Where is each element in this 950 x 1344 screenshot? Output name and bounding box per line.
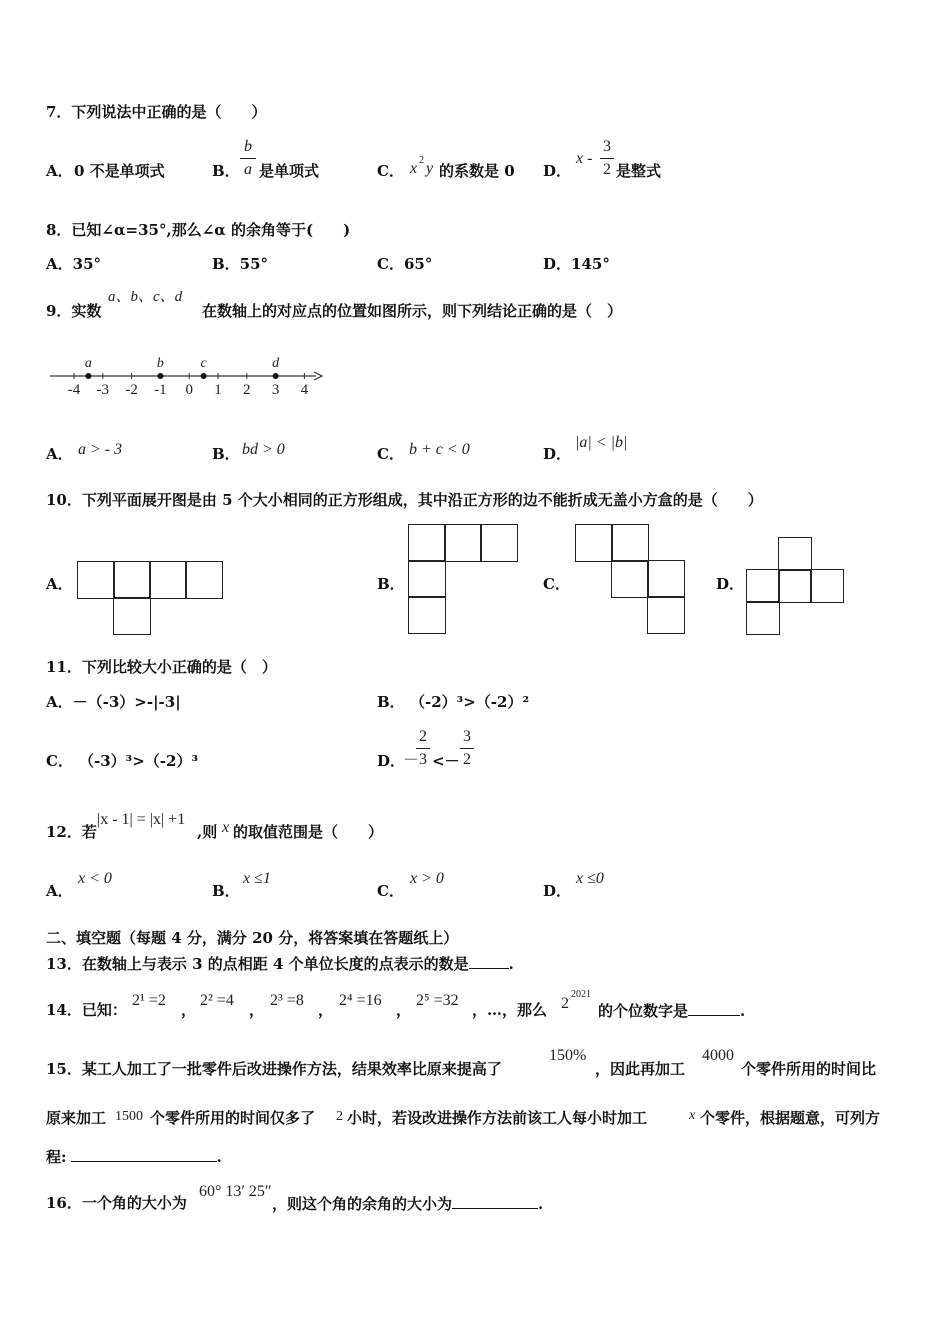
point-label-d: d: [272, 356, 280, 371]
q12-option-d-math: x ≤0: [576, 870, 604, 887]
point-a: [85, 373, 91, 379]
q14-power-1: 2¹ =2: [132, 992, 166, 1009]
q13-text: [46, 954, 514, 973]
net-square: [444, 524, 482, 562]
q14-post: 的个位数字是: [598, 1002, 689, 1020]
q16-suffix: [272, 1194, 543, 1213]
axis-tick-label: -2: [125, 382, 138, 398]
q14-suffix: [598, 1001, 745, 1020]
q7-d-denominator: 2: [603, 161, 611, 178]
q11-d-denominator-1: 3: [419, 751, 427, 768]
q11-stem: 11．下列比较大小正确的是（ ）: [46, 658, 277, 676]
axis-tick-label: 2: [243, 382, 251, 398]
axis-tick-label: 4: [300, 382, 309, 398]
q14-ellipsis: ，…，那么: [472, 1001, 548, 1019]
q14-power-5: 2⁵ =32: [416, 992, 459, 1009]
net-square: [480, 524, 518, 562]
q14-sep-1: ，: [181, 1001, 197, 1019]
q15-line1-post: 个零件所用的时间比: [741, 1060, 877, 1078]
axis-tick-label: 0: [185, 382, 193, 398]
q7-option-c-label: C．: [377, 162, 404, 180]
q14-end: .: [740, 1002, 746, 1020]
q15-line1-pre: 15．某工人加工了一批零件后改进操作方法，结果效率比原来提高了: [46, 1060, 502, 1078]
q12-stem-prefix: 12．若: [46, 823, 97, 841]
q11-d-numerator-2: 3: [460, 728, 474, 749]
q15-end: .: [216, 1148, 222, 1166]
q12-stem-mid: ,则: [197, 823, 218, 841]
q15-line2-post: 个零件，根据题意，可列方: [700, 1109, 881, 1127]
net-square: [778, 569, 812, 603]
q8-option-b: B．55°: [212, 255, 269, 273]
net-square: [113, 597, 151, 635]
net-square: [77, 561, 115, 599]
q11-d-denominator-2: 2: [463, 751, 471, 768]
q8-option-c: C．65°: [377, 255, 433, 273]
q14-big-base: 2: [561, 995, 569, 1012]
net-square: [149, 561, 187, 599]
q7-option-d-label: D．: [543, 162, 572, 180]
q11-option-c-label: C．: [46, 752, 73, 770]
point-b: [157, 373, 163, 379]
q7-stem: 7．下列说法中正确的是（ ）: [46, 103, 267, 121]
q14-sep-3: ，: [318, 1001, 334, 1019]
q14-answer-blank[interactable]: [688, 1001, 740, 1016]
point-c: [201, 373, 207, 379]
q11-option-b-text: （-2）³>（-2）²: [410, 693, 530, 711]
q15-answer-blank[interactable]: [71, 1147, 217, 1162]
q8-option-d: D．145°: [543, 255, 610, 273]
q9-option-c-math: b + c < 0: [409, 441, 470, 458]
q10-option-c-label: C．: [543, 575, 570, 593]
q13-answer-blank[interactable]: [469, 954, 509, 969]
q12-option-a-label: A．: [46, 882, 73, 900]
q7-option-d-math: x -: [576, 150, 593, 167]
q16-answer-blank[interactable]: [452, 1194, 538, 1209]
net-square: [408, 560, 446, 598]
net-square: [810, 569, 844, 603]
axis-tick-label: 3: [271, 382, 280, 398]
q11-option-d-minus: －: [403, 752, 420, 769]
q14-sep-2: ，: [249, 1001, 265, 1019]
q7-option-c-x: x: [410, 160, 418, 177]
q9-option-b-label: B．: [212, 445, 240, 463]
q11-option-d-label: D．: [377, 752, 406, 770]
q11-option-d-fraction-2: [460, 728, 474, 769]
q9-number-line: [44, 346, 334, 402]
axis-tick-label: -4: [67, 382, 81, 398]
net-square: [611, 524, 649, 562]
q7-option-d-fraction: [600, 138, 614, 179]
q9-option-b-math: bd > 0: [242, 441, 285, 458]
q9-variables: a、b、c、d: [108, 289, 183, 305]
q14-power-3: 2³ =8: [270, 992, 304, 1009]
q10-option-a-label: A．: [46, 575, 73, 593]
net-square: [746, 601, 780, 635]
q15-line3-label: 程:: [46, 1148, 67, 1166]
q9-option-c-label: C．: [377, 445, 404, 463]
section-2-title: 二、填空题（每题 4 分，满分 20 分，将答案填在答题纸上）: [46, 929, 459, 947]
q16-prefix: 16．一个角的大小为: [46, 1194, 187, 1212]
q10-stem: 10．下列平面展开图是由 5 个大小相同的正方形组成，其中沿正方形的边不能折成无盖小方盒的是（ ）: [46, 491, 763, 509]
q7-option-b-fraction: [240, 138, 256, 179]
net-square: [185, 561, 223, 599]
q9-stem-suffix: 在数轴上的对应点的位置如图所示，则下列结论正确的是（ ）: [202, 302, 623, 320]
q15-line2-mid2: 小时，若设改进操作方法前该工人每小时加工: [347, 1109, 648, 1127]
q15-count-1: 4000: [702, 1047, 734, 1064]
q7-d-numerator: 3: [600, 138, 614, 159]
q16-end: .: [538, 1195, 544, 1213]
point-d: [273, 373, 279, 379]
q16-post: ，则这个角的余角的大小为: [272, 1195, 453, 1213]
axis-ticks: [68, 373, 309, 398]
q7-b-denominator: a: [244, 161, 252, 178]
q9-option-a-label: A．: [46, 445, 73, 463]
q9-option-d-math: |a| < |b|: [575, 434, 628, 451]
q13-end: .: [508, 955, 514, 973]
q12-option-d-label: D．: [543, 882, 572, 900]
q12-option-b-math: x ≤1: [243, 870, 271, 887]
axis-tick-label: 1: [214, 382, 222, 398]
net-square: [778, 537, 812, 571]
axis-tick-label: -1: [154, 382, 167, 398]
q7-option-a-label: A．: [46, 162, 73, 180]
q14-prefix: 14．已知：: [46, 1001, 127, 1019]
q15-line3: [46, 1147, 222, 1166]
q10-option-d-label: D．: [716, 575, 745, 593]
q9-option-a-math: a > - 3: [78, 441, 123, 458]
q7-option-c-y: y: [426, 160, 434, 177]
q7-option-d-text: 是整式: [616, 162, 662, 180]
q14-sep-4: ，: [396, 1001, 412, 1019]
q14-power-4: 2⁴ =16: [339, 992, 382, 1009]
point-label-b: b: [156, 356, 164, 371]
q14-big-exponent: 2021: [571, 989, 591, 1000]
net-square: [746, 569, 780, 603]
q12-option-b-label: B．: [212, 882, 240, 900]
q7-option-b-text: 是单项式: [259, 162, 320, 180]
q15-variable: x: [689, 1108, 696, 1123]
q15-line2-pre: 原来加工: [46, 1109, 107, 1127]
q15-count-2: 1500: [115, 1109, 143, 1124]
net-square: [113, 561, 151, 599]
q10-option-b-label: B．: [377, 575, 405, 593]
q8-option-a: A．35°: [46, 255, 102, 273]
q15-hours: 2: [336, 1109, 343, 1124]
q7-option-c-exponent: 2: [419, 155, 424, 166]
q7-option-a-text: 0 不是单项式: [74, 162, 165, 180]
net-square: [408, 596, 446, 634]
net-square: [647, 560, 685, 598]
q12-condition: |x - 1| = |x| +1: [97, 811, 186, 828]
q7-b-numerator: b: [240, 138, 256, 159]
q11-option-a: A．－（-3）>-|-3|: [46, 693, 181, 711]
q15-line2-mid: 个零件所用的时间仅多了: [150, 1109, 316, 1127]
q13-stem: 13．在数轴上与表示 3 的点相距 4 个单位长度的点表示的数是: [46, 955, 469, 973]
q8-stem: 8．已知∠α=35°,那么∠α 的余角等于( ): [46, 221, 351, 239]
q11-option-b-label: B．: [377, 693, 405, 711]
q14-power-2: 2² =4: [200, 992, 234, 1009]
q16-angle: 60° 13′ 25″: [199, 1183, 272, 1200]
point-label-a: a: [84, 356, 92, 371]
axis-tick-label: -3: [96, 382, 110, 398]
q15-percent: 150%: [549, 1047, 587, 1064]
net-square: [575, 524, 613, 562]
point-label-c: c: [200, 356, 207, 371]
q11-option-d-fraction-1: [416, 728, 430, 769]
q11-option-c-text: （-3）³>（-2）³: [79, 752, 199, 770]
q9-stem-prefix: 9．实数: [46, 302, 102, 320]
q7-option-b-label: B．: [212, 162, 240, 180]
q9-option-d-label: D．: [543, 445, 572, 463]
q15-line1-mid: ，因此再加工: [595, 1060, 686, 1078]
q12-variable: x: [222, 819, 230, 836]
q12-stem-suffix: 的取值范围是（ ）: [233, 823, 384, 841]
q11-d-numerator-1: 2: [416, 728, 430, 749]
q12-option-c-label: C．: [377, 882, 404, 900]
q11-option-d-op: <－: [432, 752, 460, 770]
net-square: [611, 560, 649, 598]
q12-option-a-math: x < 0: [78, 870, 112, 887]
q12-option-c-math: x > 0: [410, 870, 444, 887]
net-square: [408, 524, 446, 562]
q7-option-c-text: 的系数是 0: [439, 162, 515, 180]
net-square: [647, 596, 685, 634]
